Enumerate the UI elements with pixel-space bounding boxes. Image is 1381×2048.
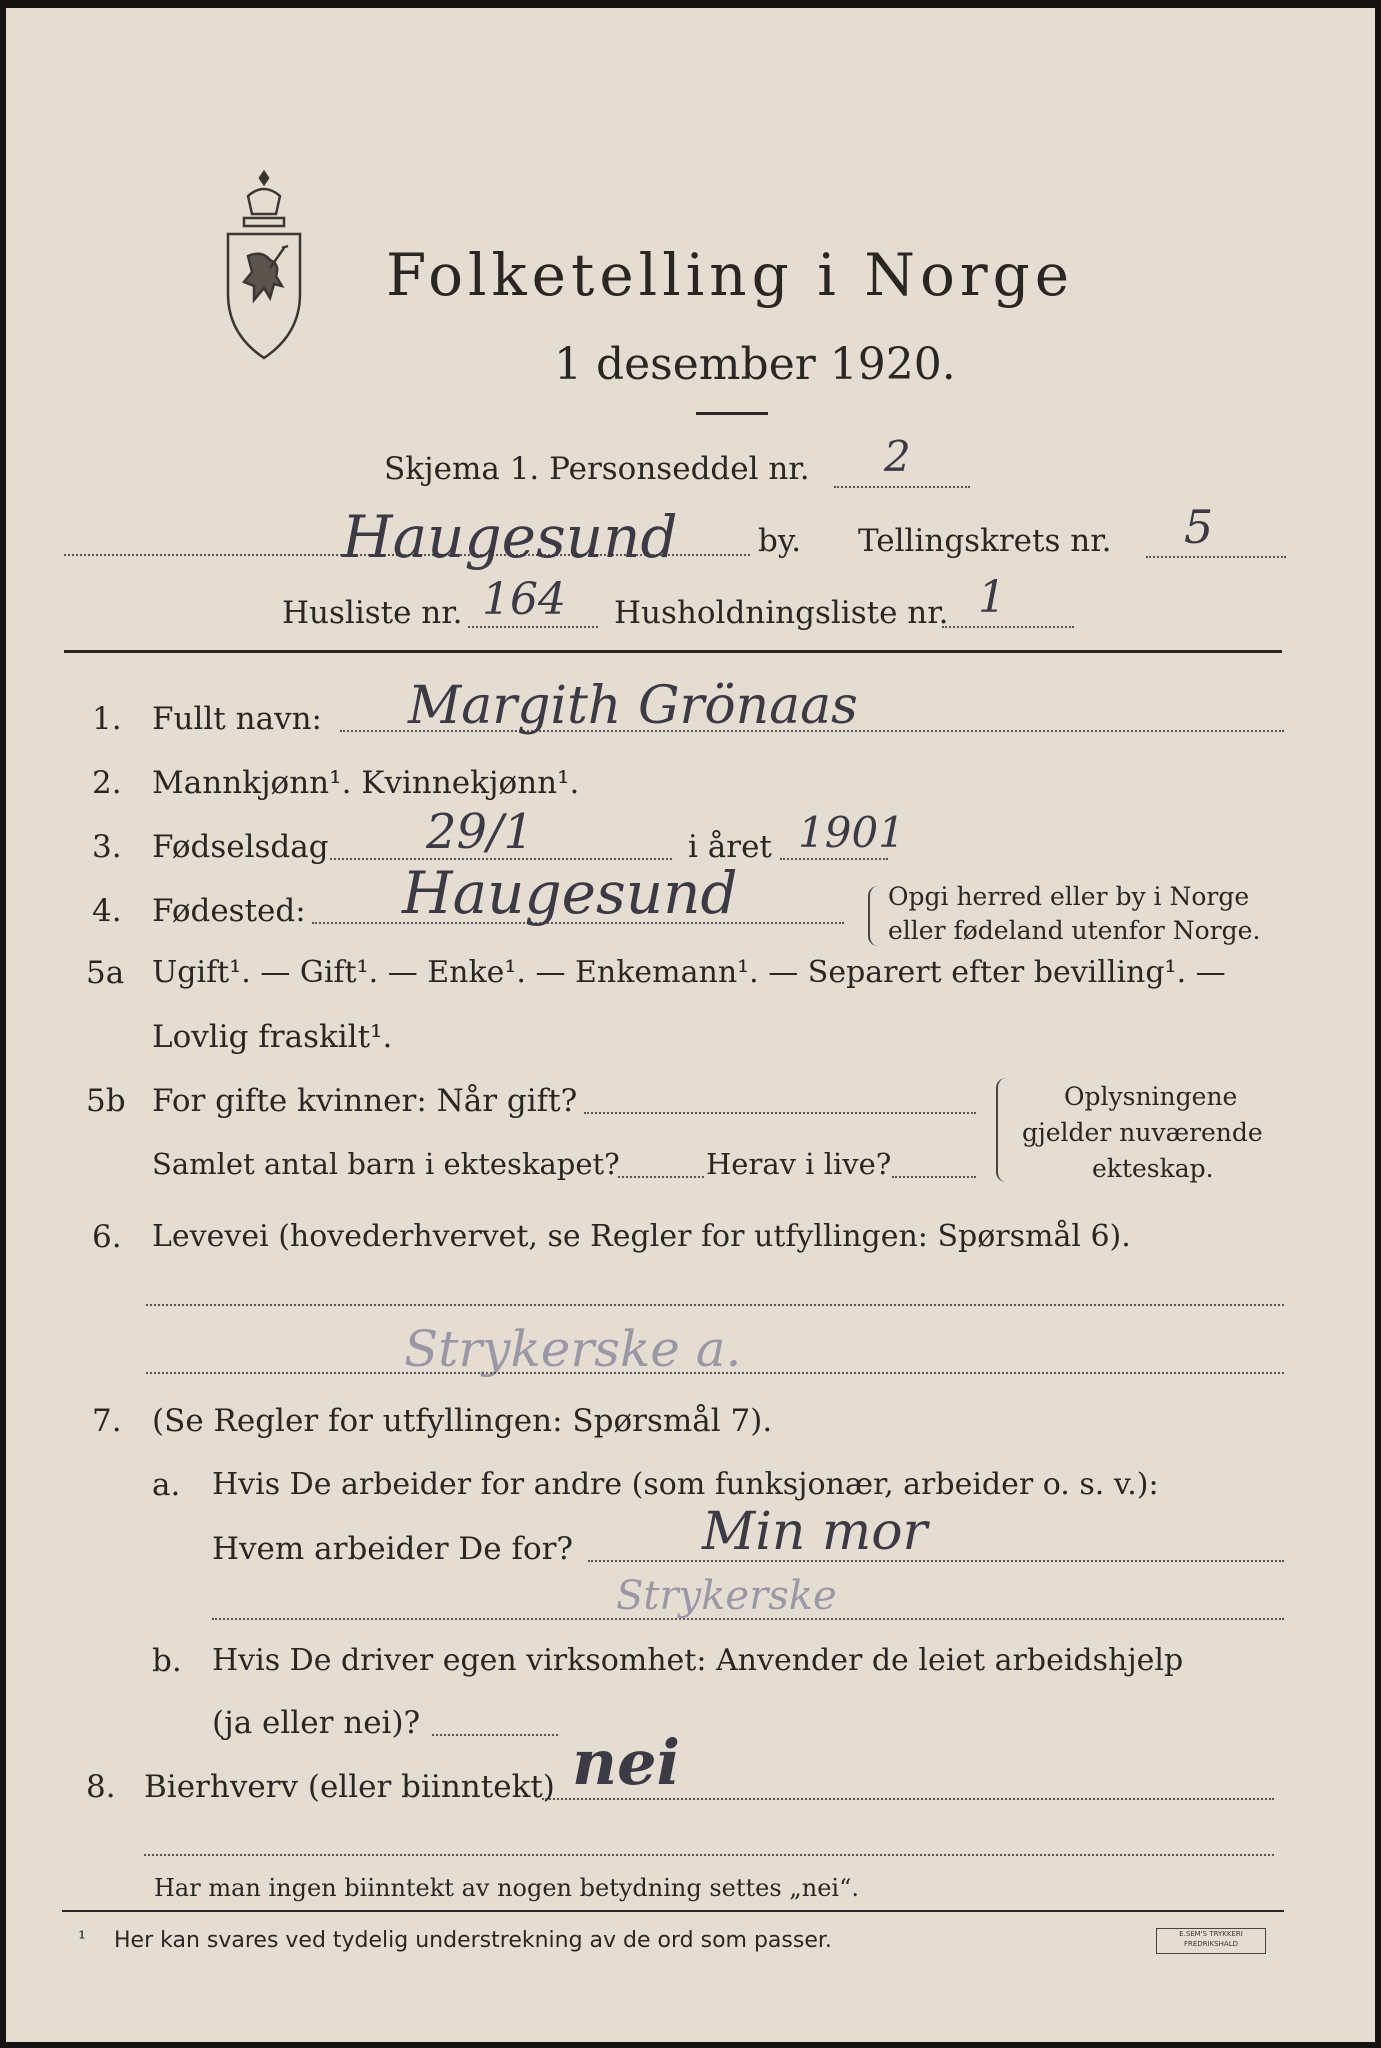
by-label: by. bbox=[758, 523, 802, 559]
q7a-line-1: Hvis De arbeider for andre (som funksjonær, arbeider o. s. v.): bbox=[212, 1467, 1159, 1502]
q4-brace bbox=[868, 886, 878, 946]
q8-number: 8. bbox=[86, 1769, 116, 1805]
husliste-label: Husliste nr. bbox=[282, 595, 463, 631]
q3-number: 3. bbox=[92, 829, 122, 865]
husholdning-label: Husholdningsliste nr. bbox=[614, 595, 949, 631]
personseddel-line bbox=[834, 486, 970, 488]
q6-number: 6. bbox=[92, 1219, 122, 1255]
tellingskrets-value: 5 bbox=[1184, 500, 1214, 554]
q1-label: Fullt navn: bbox=[152, 701, 322, 737]
q7a-number: a. bbox=[152, 1467, 181, 1503]
q4-note-1: Opgi herred eller by i Norge bbox=[888, 882, 1250, 911]
q3-day-value: 29/1 bbox=[426, 804, 534, 860]
q5b-note-2: gjelder nuværende bbox=[1022, 1118, 1263, 1147]
q7-label: (Se Regler for utfyllingen: Spørsmål 7). bbox=[152, 1403, 773, 1439]
q7a-line-2: Hvem arbeider De for? bbox=[212, 1531, 574, 1567]
q7b-line bbox=[432, 1734, 558, 1736]
q2-label: Mannkjønn¹. Kvinnekjønn¹. bbox=[152, 765, 580, 801]
tellingskrets-line bbox=[1146, 556, 1286, 558]
q5b-gift-line bbox=[584, 1112, 976, 1114]
footnote-mark: ¹ bbox=[78, 1926, 87, 1950]
q6-value: Strykerske a. bbox=[404, 1320, 742, 1378]
husliste-value: 164 bbox=[482, 574, 566, 625]
q1-number: 1. bbox=[92, 701, 122, 737]
q7b-line-1: Hvis De driver egen virksomhet: Anvender de leiet arbeidshjelp bbox=[212, 1643, 1184, 1678]
header-divider bbox=[64, 650, 1282, 653]
q7b-line-2: (ja eller nei)? bbox=[212, 1705, 421, 1741]
footer-divider bbox=[62, 1910, 1284, 1912]
tellingskrets-label: Tellingskrets nr. bbox=[858, 523, 1112, 559]
printer-name: E.SEM'S TRYKKERI bbox=[1179, 1930, 1243, 1938]
q7a-value: Min mor bbox=[702, 1502, 928, 1562]
city-value: Haugesund bbox=[342, 503, 678, 571]
q5b-number: 5b bbox=[86, 1083, 126, 1119]
personseddel-value: 2 bbox=[884, 432, 911, 481]
q1-value: Margith Grönaas bbox=[408, 676, 858, 736]
footer-note: Har man ingen biinntekt av nogen betydning settes „nei“. bbox=[154, 1874, 859, 1902]
form-title: Folketelling i Norge bbox=[386, 241, 1075, 309]
printer-stamp bbox=[1156, 1928, 1266, 1954]
husholdning-value: 1 bbox=[978, 572, 1006, 623]
census-form bbox=[6, 8, 1375, 2042]
footnote-text: Her kan svares ved tydelig understrekning av de ord som passer. bbox=[114, 1928, 832, 1953]
q5b-brace bbox=[996, 1078, 1008, 1182]
title-divider bbox=[696, 412, 768, 415]
q8-line-2 bbox=[144, 1854, 1274, 1856]
q7a-line bbox=[588, 1560, 1284, 1562]
q3-year-line bbox=[780, 858, 888, 860]
q7-number: 7. bbox=[92, 1403, 122, 1439]
norway-coat-of-arms-icon bbox=[214, 168, 314, 368]
q2-number: 2. bbox=[92, 765, 122, 801]
q5a-number: 5a bbox=[86, 955, 125, 991]
q5b-label-2: Samlet antal barn i ekteskapet? bbox=[152, 1147, 620, 1181]
q7a-line-2 bbox=[212, 1618, 1284, 1620]
q6-line-2 bbox=[146, 1372, 1284, 1374]
q5b-note-1: Oplysningene bbox=[1064, 1082, 1238, 1111]
census-date: 1 desember 1920. bbox=[554, 339, 956, 390]
skjema-label: Skjema 1. Personseddel nr. bbox=[384, 451, 810, 487]
q7b-number: b. bbox=[152, 1643, 182, 1679]
q5a-line-1: Ugift¹. — Gift¹. — Enke¹. — Enkemann¹. — Separert efter bevilling¹. — bbox=[152, 955, 1226, 990]
q5b-label-3: Herav i live? bbox=[706, 1147, 892, 1181]
printer-city: FREDRIKSHALD bbox=[1183, 1940, 1238, 1948]
q5a-line-2: Lovlig fraskilt¹. bbox=[152, 1019, 393, 1055]
q4-label: Fødested: bbox=[152, 893, 306, 929]
q4-value: Haugesund bbox=[402, 859, 738, 927]
q3-year-label: i året bbox=[688, 829, 772, 865]
husholdning-line bbox=[942, 626, 1074, 628]
q5b-note-3: ekteskap. bbox=[1092, 1154, 1214, 1183]
q7a-value-2: Strykerske bbox=[616, 1573, 837, 1619]
q8-label: Bierhverv (eller biinntekt) bbox=[144, 1769, 555, 1805]
q6-line-1 bbox=[146, 1304, 1284, 1306]
husliste-line bbox=[468, 626, 598, 628]
q6-label: Levevei (hovederhvervet, se Regler for utfyllingen: Spørsmål 6). bbox=[152, 1219, 1131, 1254]
q5b-barn-line bbox=[618, 1176, 704, 1178]
q3-year-value: 1901 bbox=[798, 808, 905, 857]
q8-value: nei bbox=[572, 1726, 681, 1799]
q5b-label-1: For gifte kvinner: Når gift? bbox=[152, 1083, 578, 1119]
q4-note-2: eller fødeland utenfor Norge. bbox=[888, 916, 1261, 945]
q4-number: 4. bbox=[92, 893, 122, 929]
q3-label: Fødselsdag bbox=[152, 829, 329, 865]
q5b-live-line bbox=[892, 1176, 976, 1178]
